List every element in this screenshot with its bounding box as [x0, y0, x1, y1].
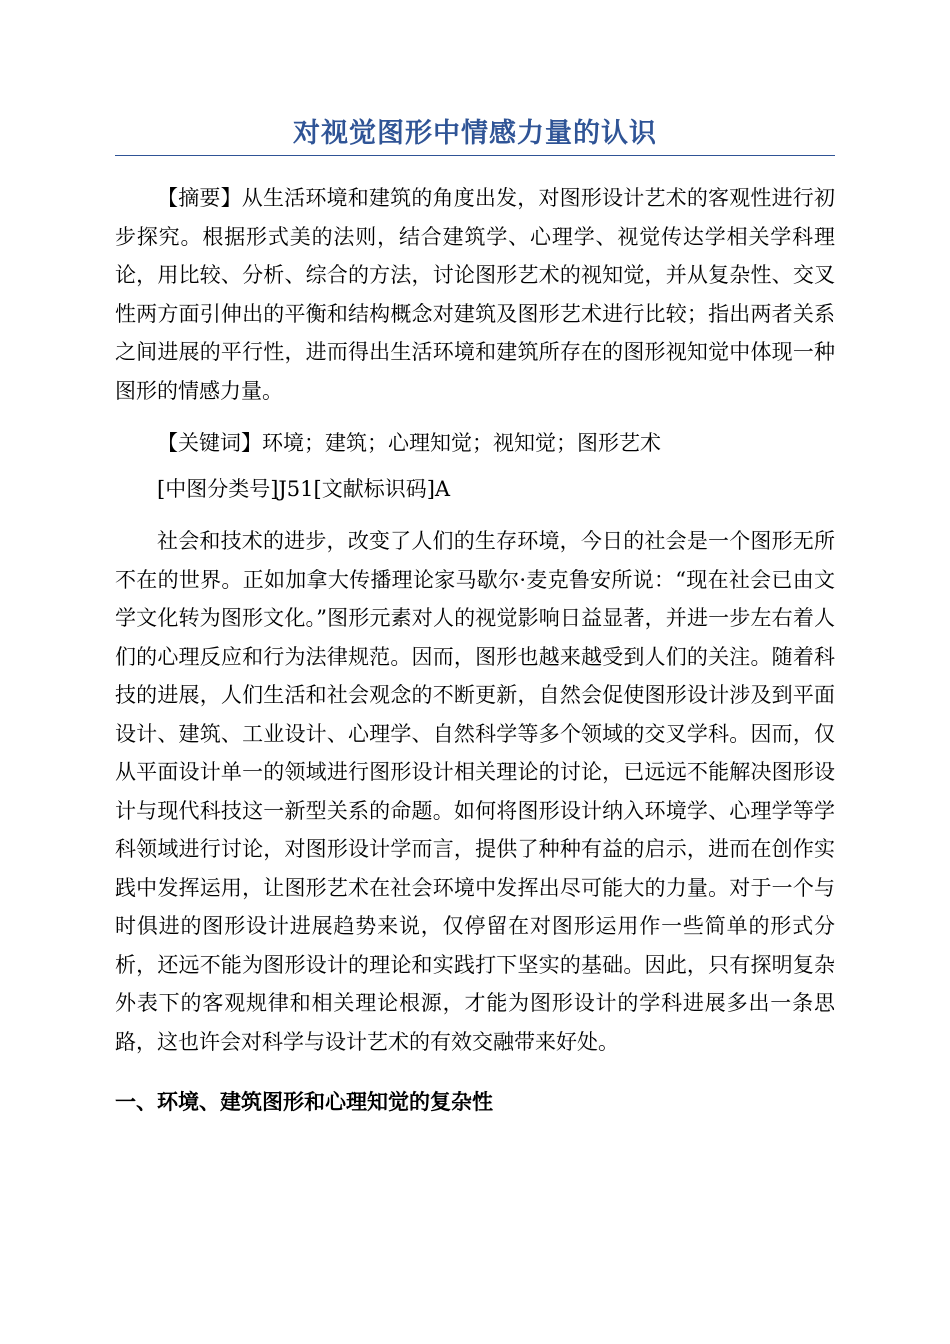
document-page	[115, 0, 835, 1122]
abstract-paragraph: 【摘要】从生活环境和建筑的角度出发，对图形设计艺术的客观性进行初步探究。根据形式美的法则，结合建筑学、心理学、视觉传达学相关学科理论，用比较、分析、综合的方法，讨论图形艺术的视知觉，并从复杂性、交叉性两方面引伸出的平衡和结构概念对建筑及图形艺术进行比较；指出两者关系之间进展的平行性，进而得出生活环境和建筑所存在的图形视知觉中体现一种图形的情感力量。	[115, 186, 835, 403]
title-underline	[115, 155, 835, 156]
keywords-line: 【关键词】环境；建筑；心理知觉；视知觉；图形艺术	[157, 431, 661, 455]
body-paragraph: 社会和技术的进步，改变了人们的生存环境，今日的社会是一个图形无所不在的世界。正如加拿大传播理论家马歇尔·麦克鲁安所说：“现在社会已由文学文化转为图形文化。”图形元素对人的视觉影响日益显著，并进一步左右着人们的心理反应和行为法律规范。因而，图形也越来越受到人们的关注。随着科技的进展，人们生活和社会观念的不断更新，自然会促使图形设计涉及到平面设计、建筑、工业设计、心理学、自然科学等多个领域的交叉学科。因而，仅从平面设计单一的领域进行图形设计相关理论的讨论，已远远不能解决图形设计与现代科技这一新型关系的命题。如何将图形设计纳入环境学、心理学等学科领域进行讨论，对图形设计学而言，提供了种种有益的启示，进而在创作实践中发挥运用，让图形艺术在社会环境中发挥出尽可能大的力量。对于一个与时俱进的图形设计进展趋势来说，仅停留在对图形运用作一些简单的形式分析，还远不能为图形设计的理论和实践打下坚实的基础。因此，只有探明复杂外表下的客观规律和相关理论根源，才能为图形设计的学科进展多出一条思路，这也许会对科学与设计艺术的有效交融带来好处。	[115, 529, 835, 1054]
classification-line: [中图分类号]J51[文献标识码]A	[157, 476, 451, 501]
section-heading: 一、环境、建筑图形和心理知觉的复杂性	[115, 1089, 493, 1114]
document-title: 对视觉图形中情感力量的认识	[293, 118, 657, 149]
